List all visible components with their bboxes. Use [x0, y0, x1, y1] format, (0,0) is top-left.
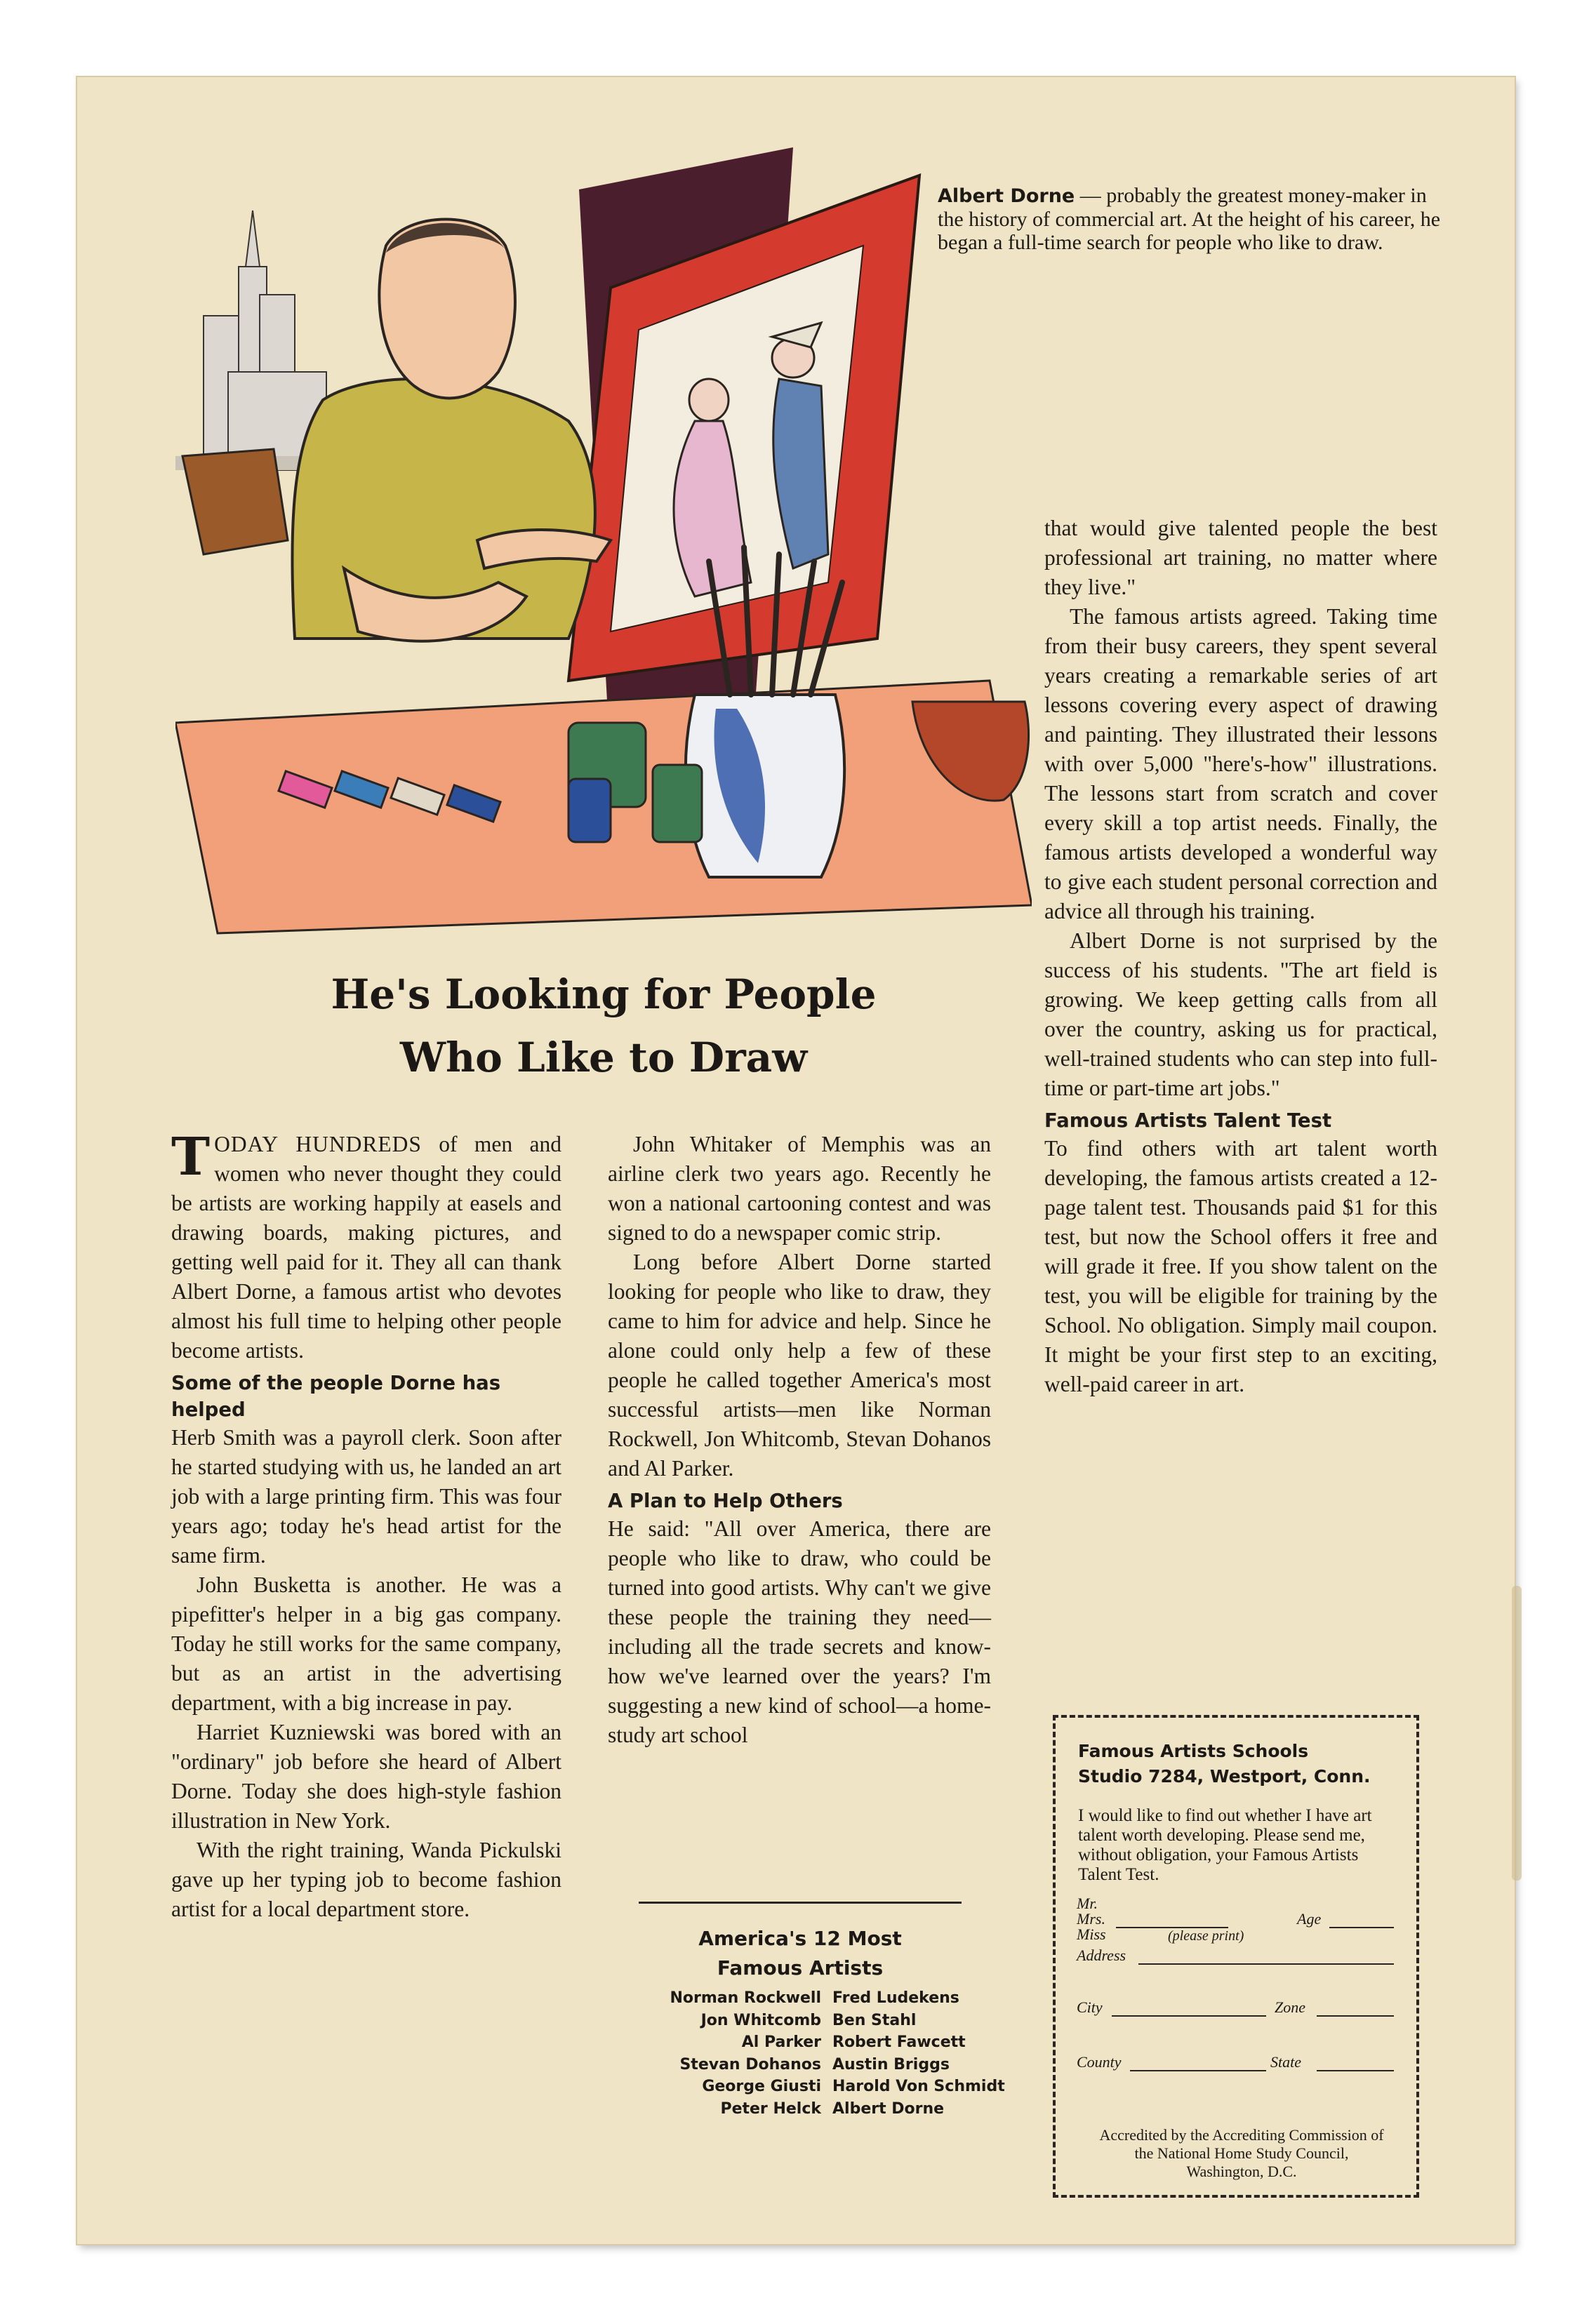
artists-list-title: [611, 1924, 990, 1983]
label-zone: Zone: [1275, 1998, 1305, 2016]
artist-name: Norman Rockwell: [670, 1989, 821, 2007]
artist-illustration: [175, 147, 1032, 975]
artist-name: Stevan Dohanos: [679, 2055, 821, 2073]
address-field-line[interactable]: [1138, 1963, 1394, 1965]
paragraph: Herb Smith was a payroll clerk. Soon after he started studying with us, he landed an art job with a large printing firm. This was four years ago; today he's head artist for the same firm.: [171, 1425, 561, 1568]
state-field-line[interactable]: [1317, 2070, 1394, 2071]
coupon-school-name: Famous Artists Schools: [1078, 1741, 1309, 1761]
article-column-1: [171, 1127, 561, 1924]
paragraph: of men and women who never thought they could be artists are working happily at easels and drawing boards, making pictures, and getting well paid for it. They all can thank Albert Dorne, a famous artist who devotes almost his full time to helping other people become artists.: [171, 1132, 561, 1363]
coupon-body-text: I would like to find out whether I have art talent worth developing. Please send me, without obligation, your Famous Artists Talent Test.: [1078, 1806, 1372, 1884]
drop-cap: T: [171, 1127, 211, 1187]
article-column-3: [1044, 514, 1437, 1399]
age-field-line[interactable]: [1329, 1927, 1394, 1928]
paragraph: The famous artists agreed. Taking time from their busy careers, they spent several years creating a remarkable series of art lessons covering every aspect of drawing and painting. They illustrated their lessons with over 5,000 "here's-how" illustrations. The lessons start from scratch and cover every skill a top artist needs. Finally, the famous artists developed a wonderful way to give each student personal correction and advice all through his training.: [1044, 604, 1437, 923]
paragraph: Long before Albert Dorne started looking for people who like to draw, they came to him for advice and help. Since he alone could only help a few of these people he called together America's most successful artists—men like Norman Rockwell, Jon Whitcomb, Stevan Dohanos and Al Parker.: [608, 1250, 991, 1481]
mail-in-coupon[interactable]: [1053, 1715, 1419, 2198]
artist-name: Harold Von Schmidt: [832, 2078, 1005, 2095]
label-miss: Miss: [1077, 1925, 1106, 1943]
paragraph: Harriet Kuzniewski was bored with an "ordinary" job before she heard of Albert Dorne. Today she does high-style fashion illustration in New York.: [171, 1720, 561, 1833]
artist-name: Robert Fawcett: [832, 2034, 966, 2051]
brush-jar: [686, 695, 844, 877]
city-field-line[interactable]: [1112, 2015, 1266, 2017]
comic-back-cover-page: [77, 77, 1515, 2244]
artist-name: George Giusti: [702, 2078, 821, 2095]
artists-title-line-2: Famous Artists: [717, 1956, 884, 1979]
artist-name: Al Parker: [741, 2034, 821, 2051]
paragraph: John Busketta is another. He was a pipefitter's helper in a big gas company. Today he still works for the same company, but as an artist in the advertising department, with a big increase in pay.: [171, 1572, 561, 1715]
lead-small-caps: ODAY HUNDREDS: [214, 1132, 422, 1156]
paragraph: Albert Dorne is not surprised by the success of his students. "The art field is growing. We keep getting calls from all over the country, asking us for practical, well-trained students who can step into full-time or part-time art jobs.": [1044, 928, 1437, 1100]
subheading: Famous Artists Talent Test: [1044, 1109, 1332, 1132]
caption-name: Albert Dorne: [938, 185, 1075, 207]
illustration-caption: [938, 184, 1443, 254]
divider: [639, 1902, 962, 1904]
label-age: Age: [1297, 1910, 1322, 1928]
caption-text: — probably the greatest money-maker in the history of commercial art. At the height of his career, he began a full-time search for people who like to draw.: [938, 184, 1441, 254]
coupon-header: [1078, 1739, 1371, 1789]
paragraph: that would give talented people the best professional art training, no matter where they live.": [1044, 516, 1437, 599]
spine-wear: [1512, 1586, 1522, 1881]
paragraph: He said: "All over America, there are people who like to draw, who could be turned into good artists. Why can't we give these people the training they need—including all the trade secrets and know-how we've learned over the years? I'm suggesting a new kind of school—a home-study art school: [608, 1516, 991, 1747]
artist-name: Albert Dorne: [832, 2099, 945, 2118]
subheading: A Plan to Help Others: [608, 1490, 843, 1512]
artist-name: Ben Stahl: [832, 2011, 917, 2029]
label-county: County: [1077, 2053, 1122, 2071]
paragraph: With the right training, Wanda Pickulski gave up her typing job to become fashion artist for a local department store.: [171, 1838, 561, 1921]
artist-name: Austin Briggs: [832, 2055, 950, 2073]
county-field-line[interactable]: [1130, 2070, 1266, 2071]
man-head: [379, 220, 515, 399]
label-mr: Mr.: [1077, 1895, 1098, 1912]
paragraph: To find others with art talent worth developing, the famous artists created a 12-page talent test. Thousands paid $1 for this test, but now the School offers it free and will grade it free. If you show talent on the test, you will be eligible for training by the School. No obligation. Simply mail coupon. It might be your first step to an exciting, well-paid career in art.: [1044, 1136, 1437, 1396]
paragraph: John Whitaker of Memphis was an airline clerk two years ago. Recently he won a national cartooning contest and was signed to do a newspaper comic strip.: [608, 1132, 991, 1245]
label-mrs: Mrs.: [1077, 1910, 1105, 1928]
coupon-studio-address: Studio 7284, Westport, Conn.: [1078, 1766, 1371, 1787]
subheading: Some of the people Dorne has helped: [171, 1372, 501, 1421]
artist-name: Peter Helck: [720, 2099, 821, 2118]
headline: [175, 963, 1032, 1089]
label-address: Address: [1077, 1946, 1126, 1964]
artist-name: Fred Ludekens: [832, 1989, 959, 2007]
zone-field-line[interactable]: [1317, 2015, 1394, 2017]
label-state: State: [1270, 2053, 1301, 2071]
artists-title-line-1: America's 12 Most: [698, 1927, 902, 1950]
label-city: City: [1077, 1998, 1103, 2016]
accreditation-note: Accredited by the Accrediting Commission of the National Home Study Council, Washington, D.C.: [1099, 2126, 1384, 2180]
artist-name: Jon Whitcomb: [700, 2011, 821, 2029]
label-please-print: (please print): [1168, 1928, 1244, 1944]
headline-line-2: Who Like to Draw: [399, 1034, 808, 1081]
article-column-2: [608, 1130, 991, 1750]
headline-line-1: He's Looking for People: [331, 970, 877, 1018]
